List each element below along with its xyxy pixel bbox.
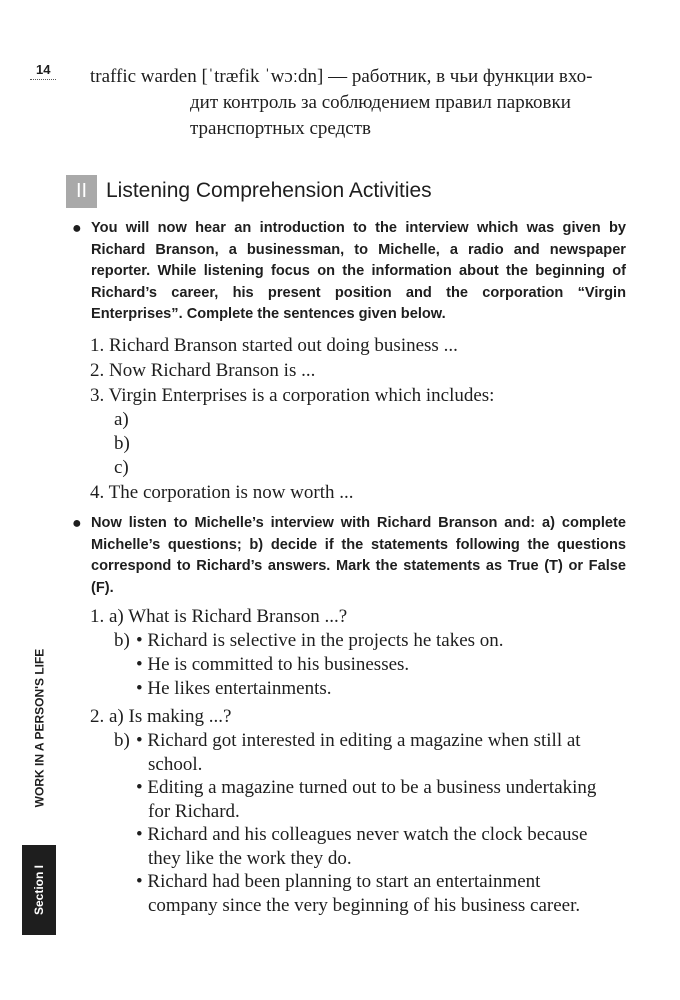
section-heading bbox=[66, 174, 432, 208]
bullet-icon: ● bbox=[72, 515, 82, 532]
q2-statement-1-line-1: • Richard got interested in editing a magazine when still at bbox=[136, 730, 581, 751]
list1-item-3b: b) bbox=[114, 433, 130, 454]
q2-statement-3-line-2: they like the work they do. bbox=[148, 848, 352, 869]
instruction-2 bbox=[72, 513, 626, 599]
q2-statement-3-line-1: • Richard and his colleagues never watch the clock because bbox=[136, 824, 588, 845]
bullet-icon: ● bbox=[72, 220, 82, 237]
q1-part-a: 1. a) What is Richard Branson ...? bbox=[90, 606, 348, 627]
instruction-1 bbox=[72, 218, 626, 326]
section-numeral: II bbox=[66, 175, 97, 208]
q1-statement-3: • He likes entertainments. bbox=[136, 678, 332, 699]
q1-statement-1: • Richard is selective in the projects he takes on. bbox=[136, 630, 504, 651]
list1-item-1: 1. Richard Branson started out doing business ... bbox=[90, 335, 458, 356]
q2-statement-2-line-2: for Richard. bbox=[148, 801, 240, 822]
page-number-rule bbox=[30, 79, 56, 80]
q2-statement-4-line-1: • Richard had been planning to start an entertainment bbox=[136, 871, 541, 892]
sidebar-section-tab bbox=[22, 845, 56, 935]
q2-statement-1-line-2: school. bbox=[148, 754, 203, 775]
sidebar-section-label: Section I bbox=[32, 864, 47, 916]
sidebar-topic bbox=[22, 628, 56, 828]
sidebar-topic-label: WORK IN A PERSON'S LIFE bbox=[32, 648, 47, 808]
section-title: Listening Comprehension Activities bbox=[106, 179, 432, 202]
q2-part-a: 2. a) Is making ...? bbox=[90, 706, 232, 727]
q2-statement-2-line-1: • Editing a magazine turned out to be a business undertaking bbox=[136, 777, 597, 798]
instruction-1-text: You will now hear an introduction to the interview which was given by Richard Branson, a businessman, to Michelle, a radio and newspaper reporter. While listening focus on the information about the beginning of Richard’s career, his present position and the corporation “Virgin Enterprises”. Complete the sentences given below. bbox=[91, 220, 626, 323]
q1-statement-2: • He is committed to his businesses. bbox=[136, 654, 410, 675]
instruction-2-text: Now listen to Michelle’s interview with Richard Branson and: a) complete Michelle’s questions; b) decide if the statements following the questions correspond to Richard’s answers. Mark the statements as True (T) or False (F). bbox=[91, 515, 626, 596]
glossary-entry bbox=[90, 64, 630, 142]
list1-item-2: 2. Now Richard Branson is ... bbox=[90, 360, 316, 381]
glossary-line-3: транспортных средств bbox=[190, 118, 371, 139]
list1-item-4: 4. The corporation is now worth ... bbox=[90, 482, 354, 503]
list1-item-3: 3. Virgin Enterprises is a corporation which includes: bbox=[90, 385, 495, 406]
q1-part-b-label: b) bbox=[114, 630, 130, 651]
glossary-line-1: traffic warden [ˈtræfik ˈwɔːdn] — работник, в чьи функции вхо- bbox=[90, 66, 593, 87]
list1-item-3c: c) bbox=[114, 457, 129, 478]
glossary-line-2: дит контроль за соблюдением правил парковки bbox=[190, 92, 571, 113]
q2-part-b-label: b) bbox=[114, 730, 130, 751]
q2-statement-4-line-2: company since the very beginning of his business career. bbox=[148, 895, 581, 916]
list1-item-3a: a) bbox=[114, 409, 129, 430]
page-number: 14 bbox=[36, 62, 51, 77]
